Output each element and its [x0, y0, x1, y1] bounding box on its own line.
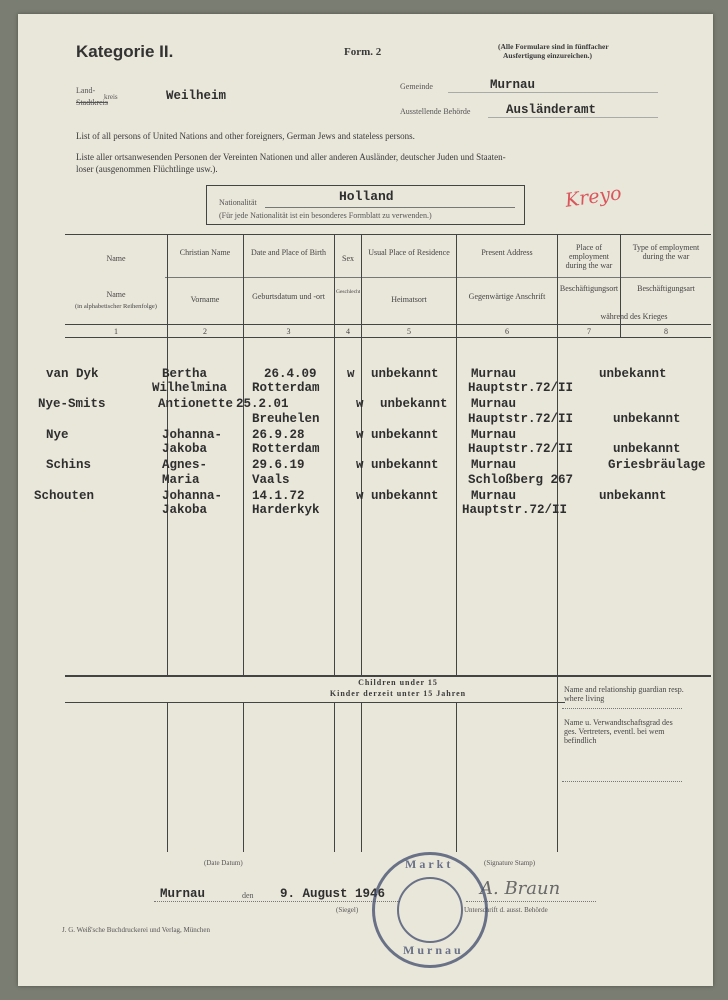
row-sex: w	[356, 458, 364, 472]
row-address-2: Hauptstr.72/II	[468, 412, 574, 426]
gemeinde-value: Murnau	[490, 78, 536, 92]
col-number: 2	[203, 327, 207, 336]
row-residence: unbekannt	[371, 428, 439, 442]
col-header-type-empl-en: Type of employment during the war	[632, 243, 700, 261]
col-header-first-en: Christian Name	[179, 248, 231, 257]
date-value: 9. August 1946	[280, 887, 386, 901]
col-header-first-de: Vorname	[190, 295, 220, 304]
row-employment: Griesbräulage	[608, 458, 706, 472]
row-first-name: Bertha	[162, 367, 208, 381]
document-page	[18, 14, 713, 986]
intro-german-line1: Liste aller ortsanwesenden Personen der Vereinten Nationen und aller anderen Ausländer, deutscher Juden und Staaten-	[76, 152, 506, 162]
col-header-type-empl-de: Beschäftigungsart	[637, 284, 695, 293]
row-residence: unbekannt	[371, 367, 439, 381]
col-number: 1	[114, 327, 118, 336]
row-first-name: Antionette	[158, 397, 234, 411]
col-header-birth-en: Date and Place of Birth	[250, 248, 327, 257]
row-employment: unbekannt	[613, 442, 681, 456]
row-sex: w	[347, 367, 355, 381]
col-header-place-empl-en: Place of employment during the war	[565, 243, 613, 270]
row-name: Schouten	[34, 489, 95, 503]
row-name: Schins	[46, 458, 92, 472]
row-address-1: Murnau	[471, 458, 517, 472]
copies-note-2: Ausfertigung einzureichen.)	[503, 51, 593, 60]
stadtkreis-struck-label: Stadtkreis	[76, 98, 108, 107]
row-address-1: Murnau	[471, 489, 517, 503]
row-name: van Dyk	[46, 367, 99, 381]
row-birth-place: Breuhelen	[252, 412, 320, 426]
row-sex: w	[356, 397, 364, 411]
printer-imprint: J. G. Weiß'sche Buchdruckerei und Verlag, München	[62, 926, 210, 934]
row-first-name-2: Jakoba	[162, 442, 208, 456]
col-header-address-en: Present Address	[481, 248, 533, 257]
row-address-2: Hauptstr.72/II	[462, 503, 568, 517]
row-birth-date: 26.4.09	[264, 367, 317, 381]
row-residence: unbekannt	[371, 489, 439, 503]
row-sex: w	[356, 428, 364, 442]
col-header-name-sub: (in alphabetischer Reihenfolge)	[75, 303, 157, 310]
children-header-de: Kinder derzeit unter 15 Jahren	[329, 689, 467, 698]
intro-english: List of all persons of United Nations and other foreigners, German Jews and stateless persons.	[76, 131, 415, 141]
row-first-name: Agnes-	[162, 458, 208, 472]
row-first-name-2: Maria	[162, 473, 200, 487]
col-header-residence-en: Usual Place of Residence	[368, 248, 450, 257]
stamp-text-bottom: Murnau	[403, 943, 464, 957]
col-header-residence-de: Heimatsort	[391, 295, 427, 304]
col-number: 6	[505, 327, 509, 336]
col-number: 4	[346, 327, 350, 336]
col-header-name-en: Name	[106, 254, 126, 263]
intro-german-line2: loser (ausgenommen Flüchtlinge usw.).	[76, 164, 218, 174]
landkreis-label-top: Land-	[76, 86, 96, 95]
row-birth-date: 25.2.01	[236, 397, 289, 411]
row-first-name-2: Jakoba	[162, 503, 208, 517]
col-header-sex-en: Sex	[342, 254, 354, 263]
nationality-label: Nationalität	[219, 198, 257, 207]
row-name: Nye-Smits	[38, 397, 106, 411]
landkreis-value: Weilheim	[166, 89, 227, 103]
row-first-name: Johanna-	[162, 428, 223, 442]
nationality-box	[206, 185, 525, 225]
during-war-german: während des Krieges	[600, 312, 668, 321]
category-title: Kategorie II.	[76, 42, 174, 61]
unterschrift-label: Unterschrift d. ausst. Behörde	[464, 906, 548, 914]
landkreis-label-kreis: kreis	[104, 93, 118, 101]
den-label: den	[242, 891, 254, 900]
stamp-text-top: Markt	[405, 857, 454, 871]
date-label: (Date Datum)	[204, 859, 243, 867]
guardian-label-en: Name and relationship guardian resp. where living	[564, 685, 684, 703]
copies-note-1: (Alle Formulare sind in fünffacher	[498, 42, 609, 51]
row-birth-place: Rotterdam	[252, 442, 320, 456]
row-address-1: Murnau	[471, 397, 517, 411]
row-address-1: Murnau	[471, 428, 517, 442]
row-address-2: Schloßberg 267	[468, 473, 574, 487]
place-value: Murnau	[160, 887, 206, 901]
col-number: 8	[664, 327, 668, 336]
row-sex: w	[356, 489, 364, 503]
handwritten-signature: A. Braun	[480, 878, 561, 899]
row-employment: unbekannt	[613, 412, 681, 426]
row-birth-place: Vaals	[252, 473, 290, 487]
row-birth-place: Rotterdam	[252, 381, 320, 395]
children-header-en: Children under 15	[358, 678, 438, 687]
nationality-value: Holland	[339, 189, 394, 204]
col-number: 7	[587, 327, 591, 336]
row-residence: unbekannt	[380, 397, 448, 411]
row-name: Nye	[46, 428, 69, 442]
col-number: 3	[286, 327, 291, 336]
row-birth-place: Harderkyk	[252, 503, 320, 517]
row-first-name-2: Wilhelmina	[152, 381, 228, 395]
row-first-name: Johanna-	[162, 489, 223, 503]
row-residence: unbekannt	[371, 458, 439, 472]
col-header-name-de: Name	[106, 290, 126, 299]
row-birth-date: 29.6.19	[252, 458, 305, 472]
row-birth-date: 26.9.28	[252, 428, 305, 442]
col-header-address-de: Gegenwärtige Anschrift	[468, 292, 546, 301]
gemeinde-label: Gemeinde	[400, 82, 433, 91]
red-pencil-mark: Kreyo	[563, 182, 623, 212]
row-employment: unbekannt	[599, 367, 667, 381]
row-employment: unbekannt	[599, 489, 667, 503]
row-address-2: Hauptstr.72/II	[468, 381, 574, 395]
form-number: Form. 2	[344, 46, 382, 58]
row-birth-date: 14.1.72	[252, 489, 305, 503]
nationality-note: (Für jede Nationalität ist ein besonderes Formblatt zu verwenden.)	[219, 211, 432, 220]
col-number: 5	[407, 327, 411, 336]
behoerde-value: Ausländeramt	[506, 103, 597, 117]
guardian-label-de: Name u. Verwandtschaftsgrad des ges. Vertreters, eventl. bei wem befindlich	[564, 718, 673, 745]
behoerde-label: Ausstellende Behörde	[400, 107, 471, 116]
official-seal-stamp	[372, 852, 488, 968]
row-address-2: Hauptstr.72/II	[468, 442, 574, 456]
row-address-1: Murnau	[471, 367, 517, 381]
siegel-label: (Siegel)	[336, 906, 359, 914]
col-header-place-empl-de: Beschäftigungsort	[559, 284, 619, 293]
signature-label: (Signature Stamp)	[484, 859, 536, 867]
col-header-sex-de: Geschlecht	[336, 289, 360, 295]
col-header-birth-de: Geburtsdatum und -ort	[252, 292, 325, 301]
